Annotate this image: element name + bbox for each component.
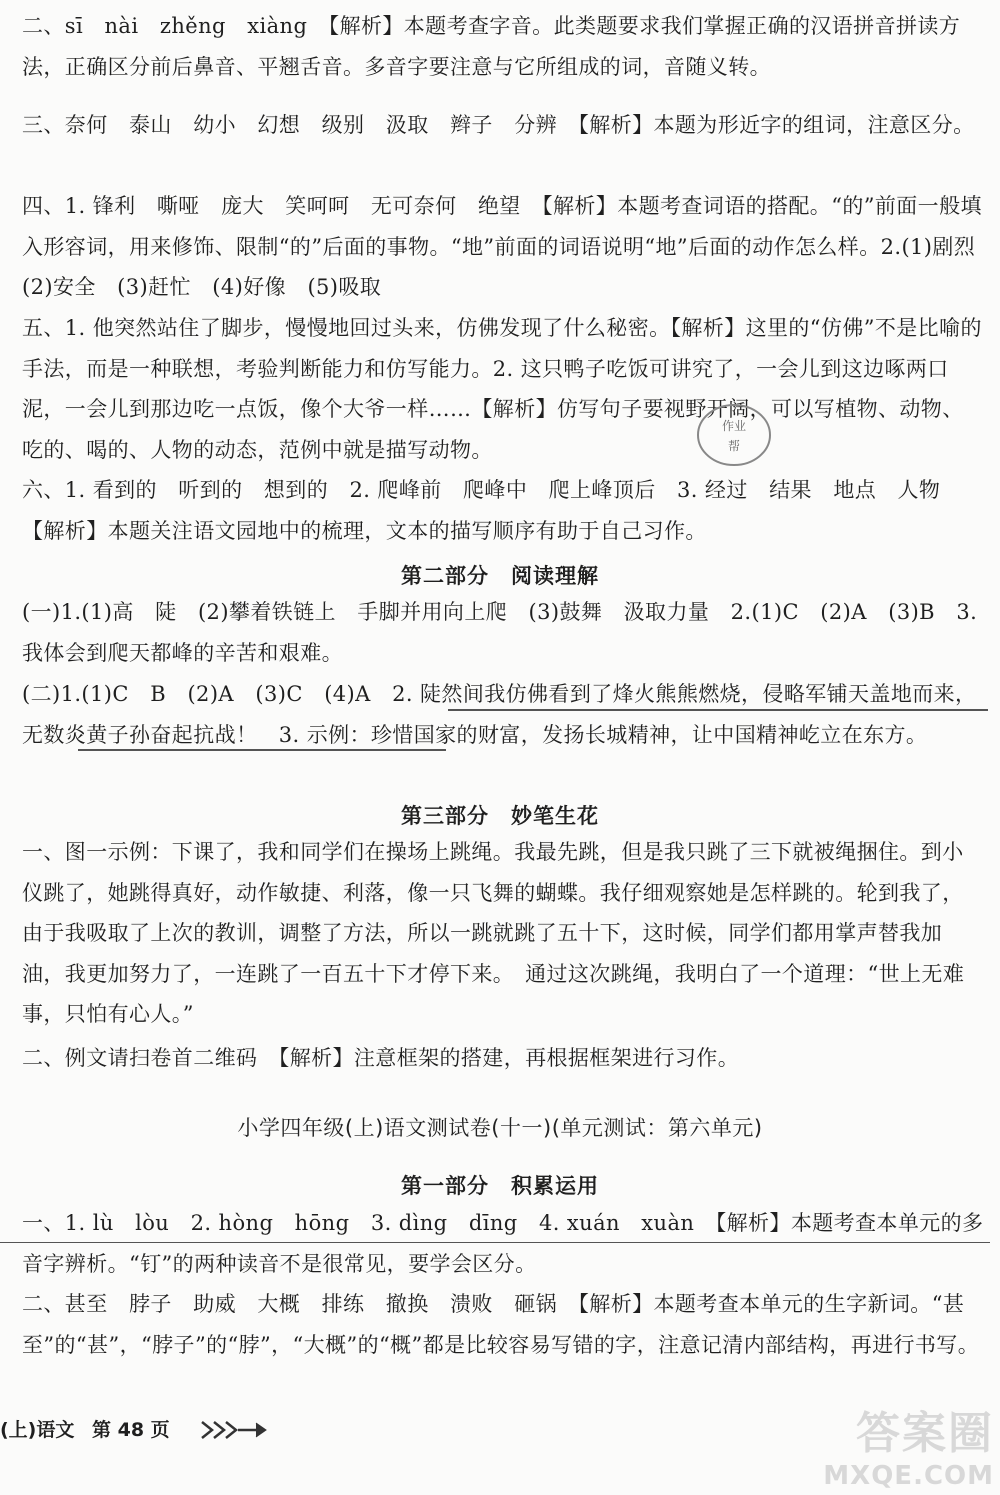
- answer-section-four: 四、1. 锋利 嘶哑 庞大 笑呵呵 无可奈何 绝望 【解析】本题考查词语的搭配。“的”前面一般填入形容词，用来修饰、限制“的”后面的事物。“地”前面的词语说明“地”后面的动作怎么样。2.(1)剧烈 (2)安全 (3)赶忙 (4)好像 (5)吸取: [22, 194, 997, 299]
- footer-page-number: 第 48 页: [92, 1419, 170, 1441]
- homework-stamp: [690, 400, 786, 474]
- reading-answer-two: (二)1.(1)C B (2)A (3)C (4)A 2. 陡然间我仿佛看到了烽火熊熊燃烧，侵略军铺天盖地而来，无数炎黄子孙奋起抗战！ 3. 示例：珍惜国家的财富，发扬长城精神，让中国精神屹立在东方。: [22, 682, 977, 747]
- test-eleven-part-one-heading: 第一部分 积累运用: [401, 1174, 599, 1198]
- writing-answer-two: 二、例文请扫卷首二维码 【解析】注意框架的搭建，再根据框架进行习作。: [22, 1046, 740, 1070]
- test-eleven-answer-one: 一、1. lù lòu 2. hòng hōng 3. dìng dīng 4. xuán xuàn 【解析】本题考查本单元的多音字辨析。“钉”的两种读音不是很常见，要学会区分。: [22, 1211, 984, 1276]
- watermark-url: MXQE.COM: [823, 1461, 994, 1491]
- test-eleven-answer-two: 二、甚至 脖子 助威 大概 排练 撤换 溃败 砸锅 【解析】本题考查本单元的生字新词。“甚至”的“甚”，“脖子”的“脖”，“大概”的“概”都是比较容易写错的字，注意记清内部结构，再进行书写。: [22, 1292, 980, 1357]
- answer-section-six: 六、1. 看到的 听到的 想到的 2. 爬峰前 爬峰中 爬上峰顶后 3. 经过 结果 地点 人物 【解析】本题关注语文园地中的梳理，文本的描写顺序有助于自己习作。: [22, 478, 962, 543]
- part-two-heading: 第二部分 阅读理解: [401, 564, 599, 588]
- site-watermark: [823, 1397, 994, 1491]
- handwritten-underline: [448, 709, 988, 711]
- test-eleven-title: 小学四年级(上)语文测试卷(十一)(单元测试：第六单元): [237, 1116, 763, 1140]
- stamp-line-one: 作业: [721, 419, 747, 433]
- handwritten-strike-line: [0, 1242, 990, 1243]
- footer-subject: (上)语文: [0, 1419, 75, 1441]
- stamp-line-two: 帮: [727, 439, 741, 453]
- answer-section-five: 五、1. 他突然站住了脚步，慢慢地回过头来，仿佛发现了什么秘密。【解析】这里的“仿佛”不是比喻的手法，而是一种联想，考验判断能力和仿写能力。2. 这只鸭子吃饭可讲究了，一会儿到这边啄两口泥，一会儿到那边吃一点饭，像个大爷一样……【解析】仿写句子要视野开阔，可以写植物、动物、吃的、喝的、人物的动态，范例中就是描写动物。: [22, 316, 982, 462]
- watermark-text: 答案圈: [856, 1408, 994, 1459]
- handwritten-underline: [78, 749, 446, 751]
- answer-section-three: 三、奈何 泰山 幼小 幻想 级别 汲取 辫子 分辨 【解析】本题为形近字的组词，注意区分。: [22, 113, 975, 137]
- answer-section-two: 二、sī nài zhěng xiàng 【解析】本题考查字音。此类题要求我们掌握正确的汉语拼音拼读方法，正确区分前后鼻音、平翘舌音。多音字要注意与它所组成的词，音随义转。: [22, 14, 961, 79]
- part-three-heading: 第三部分 妙笔生花: [401, 804, 599, 828]
- writing-answer-one: 一、图一示例：下课了，我和同学们在操场上跳绳。我最先跳，但是我只跳了三下就被绳捆住。到小仪跳了，她跳得真好，动作敏捷、利落，像一只飞舞的蝴蝶。我仔细观察她是怎样跳的。轮到我了，由于我吸取了上次的教训，调整了方法，所以一跳就跳了五十下，这时候，同学们都用掌声替我加油，我更加努力了，一连跳了一百五十下才停下来。 通过这次跳绳，我明白了一个道理：“世上无难事，只怕有心人。”: [22, 840, 965, 1026]
- reading-answer-one: (一)1.(1)高 陡 (2)攀着铁链上 手脚并用向上爬 (3)鼓舞 汲取力量 2.(1)C (2)A (3)B 3. 我体会到爬天都峰的辛苦和艰难。: [22, 600, 985, 665]
- decorative-arrows-icon: [200, 1418, 270, 1446]
